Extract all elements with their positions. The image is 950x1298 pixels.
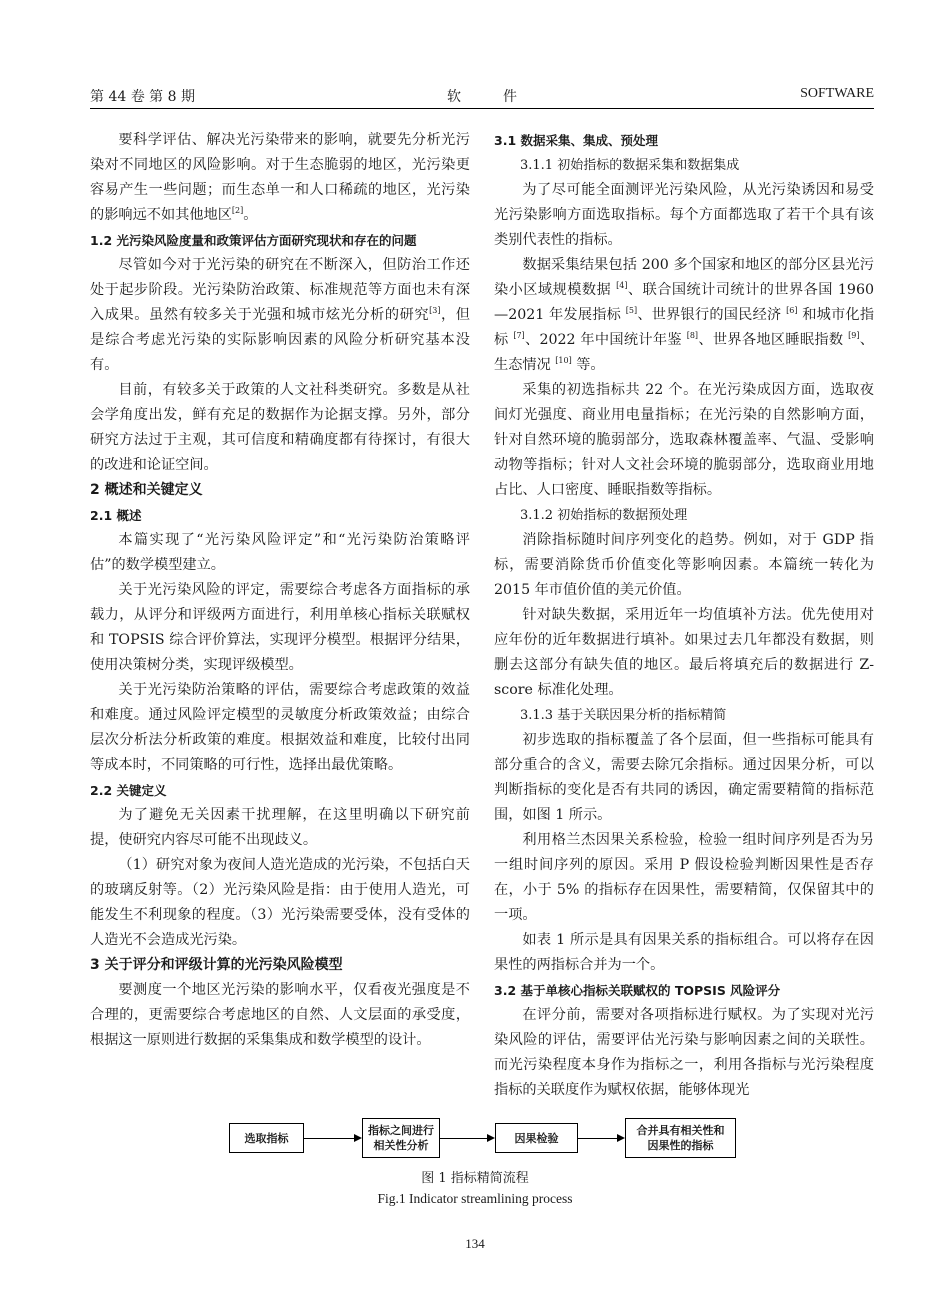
- figure-1-flowchart: [229, 1118, 739, 1158]
- flow-arrow: [578, 1138, 623, 1139]
- citation: [3]: [429, 306, 441, 315]
- flow-box-select-indicators: 选取指标: [229, 1123, 304, 1153]
- citation: [9]: [848, 331, 860, 340]
- journal-volume-issue: 第 44 卷 第 8 期: [90, 89, 195, 105]
- paragraph: 如表 1 所示是具有因果关系的指标组合。可以将存在因果性的两指标合并为一个。: [494, 932, 874, 973]
- citation: [6]: [786, 306, 798, 315]
- paragraph: 针对缺失数据，采用近年一均值填补方法。优先使用对应年份的近年数据进行填补。如果过去几年都没有数据，则删去这部分有缺失值的地区。最后将填充后的数据进行 Z-score 标准化处理。: [494, 607, 874, 698]
- flow-arrow: [304, 1138, 360, 1139]
- section-heading-3-1: 3.1 数据采集、集成、预处理: [494, 133, 658, 148]
- journal-name: 软件: [447, 89, 559, 105]
- paragraph: 要测度一个地区光污染的影响水平，仅看夜光强度是不合理的，更需要综合考虑地区的自然、人文层面的承受度，根据这一原则进行数据的采集集成和数学模型的设计。: [90, 982, 470, 1048]
- subsection-heading-3-1-1: 3.1.1 初始指标的数据采集和数据集成: [520, 158, 740, 173]
- figure-caption-en: Fig.1 Indicator streamlining process: [377, 1191, 573, 1206]
- citation: [2]: [231, 206, 244, 215]
- paragraph: 采集的初选指标共 22 个。在光污染成因方面，选取夜间灯光强度、商业用电量指标；在光污染的自然影响方面，针对自然环境的脆弱部分，选取森林覆盖率、气温、受影响动物等指标；针对人文社会环境的脆弱部分，选取商业用地占比、人口密度、睡眠指数等指标。: [494, 382, 874, 498]
- paragraph: 关于光污染防治策略的评估，需要综合考虑政策的效益和难度。通过风险评定模型的灵敏度分析政策效益；由综合层次分析法分析政策的难度。根据效益和难度，比较付出同等成本时，不同策略的可行性，选择出最优策略。: [90, 682, 470, 773]
- paragraph: 为了尽可能全面测评光污染风险，从光污染诱因和易受光污染影响方面选取指标。每个方面都选取了若干个具有该类别代表性的指标。: [494, 182, 874, 248]
- right-column: [494, 128, 874, 1103]
- section-heading-2-1: 2.1 概述: [90, 508, 142, 523]
- paragraph: 要科学评估、解决光污染带来的影响，就要先分析光污染对不同地区的风险影响。对于生态脆弱的地区，光污染更容易产生一些问题；而生态单一和人口稀疏的地区，光污染的影响远不如其他地区[2]。: [90, 132, 470, 223]
- paragraph: 为了避免无关因素干扰理解，在这里明确以下研究前提，使研究内容尽可能不出现歧义。: [90, 807, 470, 848]
- flow-arrow: [440, 1138, 493, 1139]
- paragraph: 初步选取的指标覆盖了各个层面，但一些指标可能具有部分重合的含义，需要去除冗余指标。通过因果分析，可以判断指标的变化是否有共同的诱因，确定需要精简的指标范围，如图 1 所示。: [494, 732, 874, 823]
- citation: [5]: [625, 306, 638, 315]
- paragraph: 数据采集结果包括 200 多个国家和地区的部分区县光污染小区域规模数据 [4]、联合国统计司统计的世界各国 1960—2021 年发展指标 [5]、世界银行的国民经济 [6] 和城市化指标 [7]、2022 年中国统计年鉴 [8]、世界各地区睡眠指数 [9]、生态情况 [10] 等。: [494, 257, 875, 373]
- paragraph: 利用格兰杰因果关系检验，检验一组时间序列是否为另一组时间序列的原因。采用 P 假设检验判断因果性是否存在，小于 5% 的指标存在因果性，需要精简，仅保留其中的一项。: [494, 832, 874, 923]
- subsection-heading-3-1-2: 3.1.2 初始指标的数据预处理: [520, 508, 688, 523]
- flow-box-merge-indicators: 合并具有相关性和因果性的指标: [625, 1118, 736, 1158]
- running-header: [90, 86, 874, 109]
- section-heading-3-2: 3.2 基于单核心指标关联赋权的 TOPSIS 风险评分: [494, 983, 781, 998]
- paragraph: 尽管如今对于光污染的研究在不断深入，但防治工作还处于起步阶段。光污染防治政策、标准规范等方面也未有深入成果。虽然有较多关于光强和城市炫光分析的研究[3]，但是综合考虑光污染的实际影响因素的风险分析研究基本没有。: [90, 257, 470, 373]
- section-heading-1-2: 1.2 光污染风险度量和政策评估方面研究现状和存在的问题: [90, 233, 417, 248]
- citation: [4]: [616, 281, 628, 290]
- page-number: 134: [465, 1236, 485, 1251]
- flow-box-correlation-analysis: 指标之间进行相关性分析: [362, 1118, 440, 1158]
- subsection-heading-3-1-3: 3.1.3 基于关联因果分析的指标精简: [520, 708, 727, 723]
- paragraph: 目前，有较多关于政策的人文社科类研究。多数是从社会学角度出发，鲜有充足的数据作为论据支撑。另外，部分研究方法过于主观，其可信度和精确度都有待探讨，有很大的改进和论证空间。: [90, 382, 470, 473]
- citation: [10]: [555, 356, 572, 365]
- citation: [8]: [686, 331, 699, 340]
- paragraph: 消除指标随时间序列变化的趋势。例如，对于 GDP 指标，需要消除货币价值变化等影响因素。本篇统一转化为 2015 年市值价值的美元价值。: [494, 532, 874, 598]
- section-heading-3: 3 关于评分和评级计算的光污染风险模型: [90, 957, 343, 973]
- citation: [7]: [513, 331, 525, 340]
- paragraph: 关于光污染风险的评定，需要综合考虑各方面指标的承载力，从评分和评级两方面进行，利用单核心指标关联赋权和 TOPSIS 综合评价算法，实现评分模型。根据评分结果，使用决策树分类，实现评级模型。: [90, 582, 470, 673]
- section-heading-2-2: 2.2 关键定义: [90, 783, 167, 798]
- paragraph: 本篇实现了“光污染风险评定”和“光污染防治策略评估”的数学模型建立。: [90, 532, 470, 573]
- figure-caption-zh: 图 1 指标精简流程: [421, 1171, 529, 1186]
- left-column: [90, 128, 470, 1053]
- section-heading-2: 2 概述和关键定义: [90, 482, 203, 498]
- journal-name-en: SOFTWARE: [800, 86, 874, 101]
- paragraph: 在评分前，需要对各项指标进行赋权。为了实现对光污染风险的评估，需要评估光污染与影响因素之间的关联性。而光污染程度本身作为指标之一，利用各指标与光污染程度指标的关联度作为赋权依据，能够体现光: [494, 1007, 874, 1098]
- flow-box-causality-test: 因果检验: [495, 1123, 578, 1153]
- paragraph: （1）研究对象为夜间人造光造成的光污染，不包括白天的玻璃反射等。（2）光污染风险是指：由于使用人造光，可能发生不利现象的程度。（3）光污染需要受体，没有受体的人造光不会造成光污染。: [90, 857, 470, 948]
